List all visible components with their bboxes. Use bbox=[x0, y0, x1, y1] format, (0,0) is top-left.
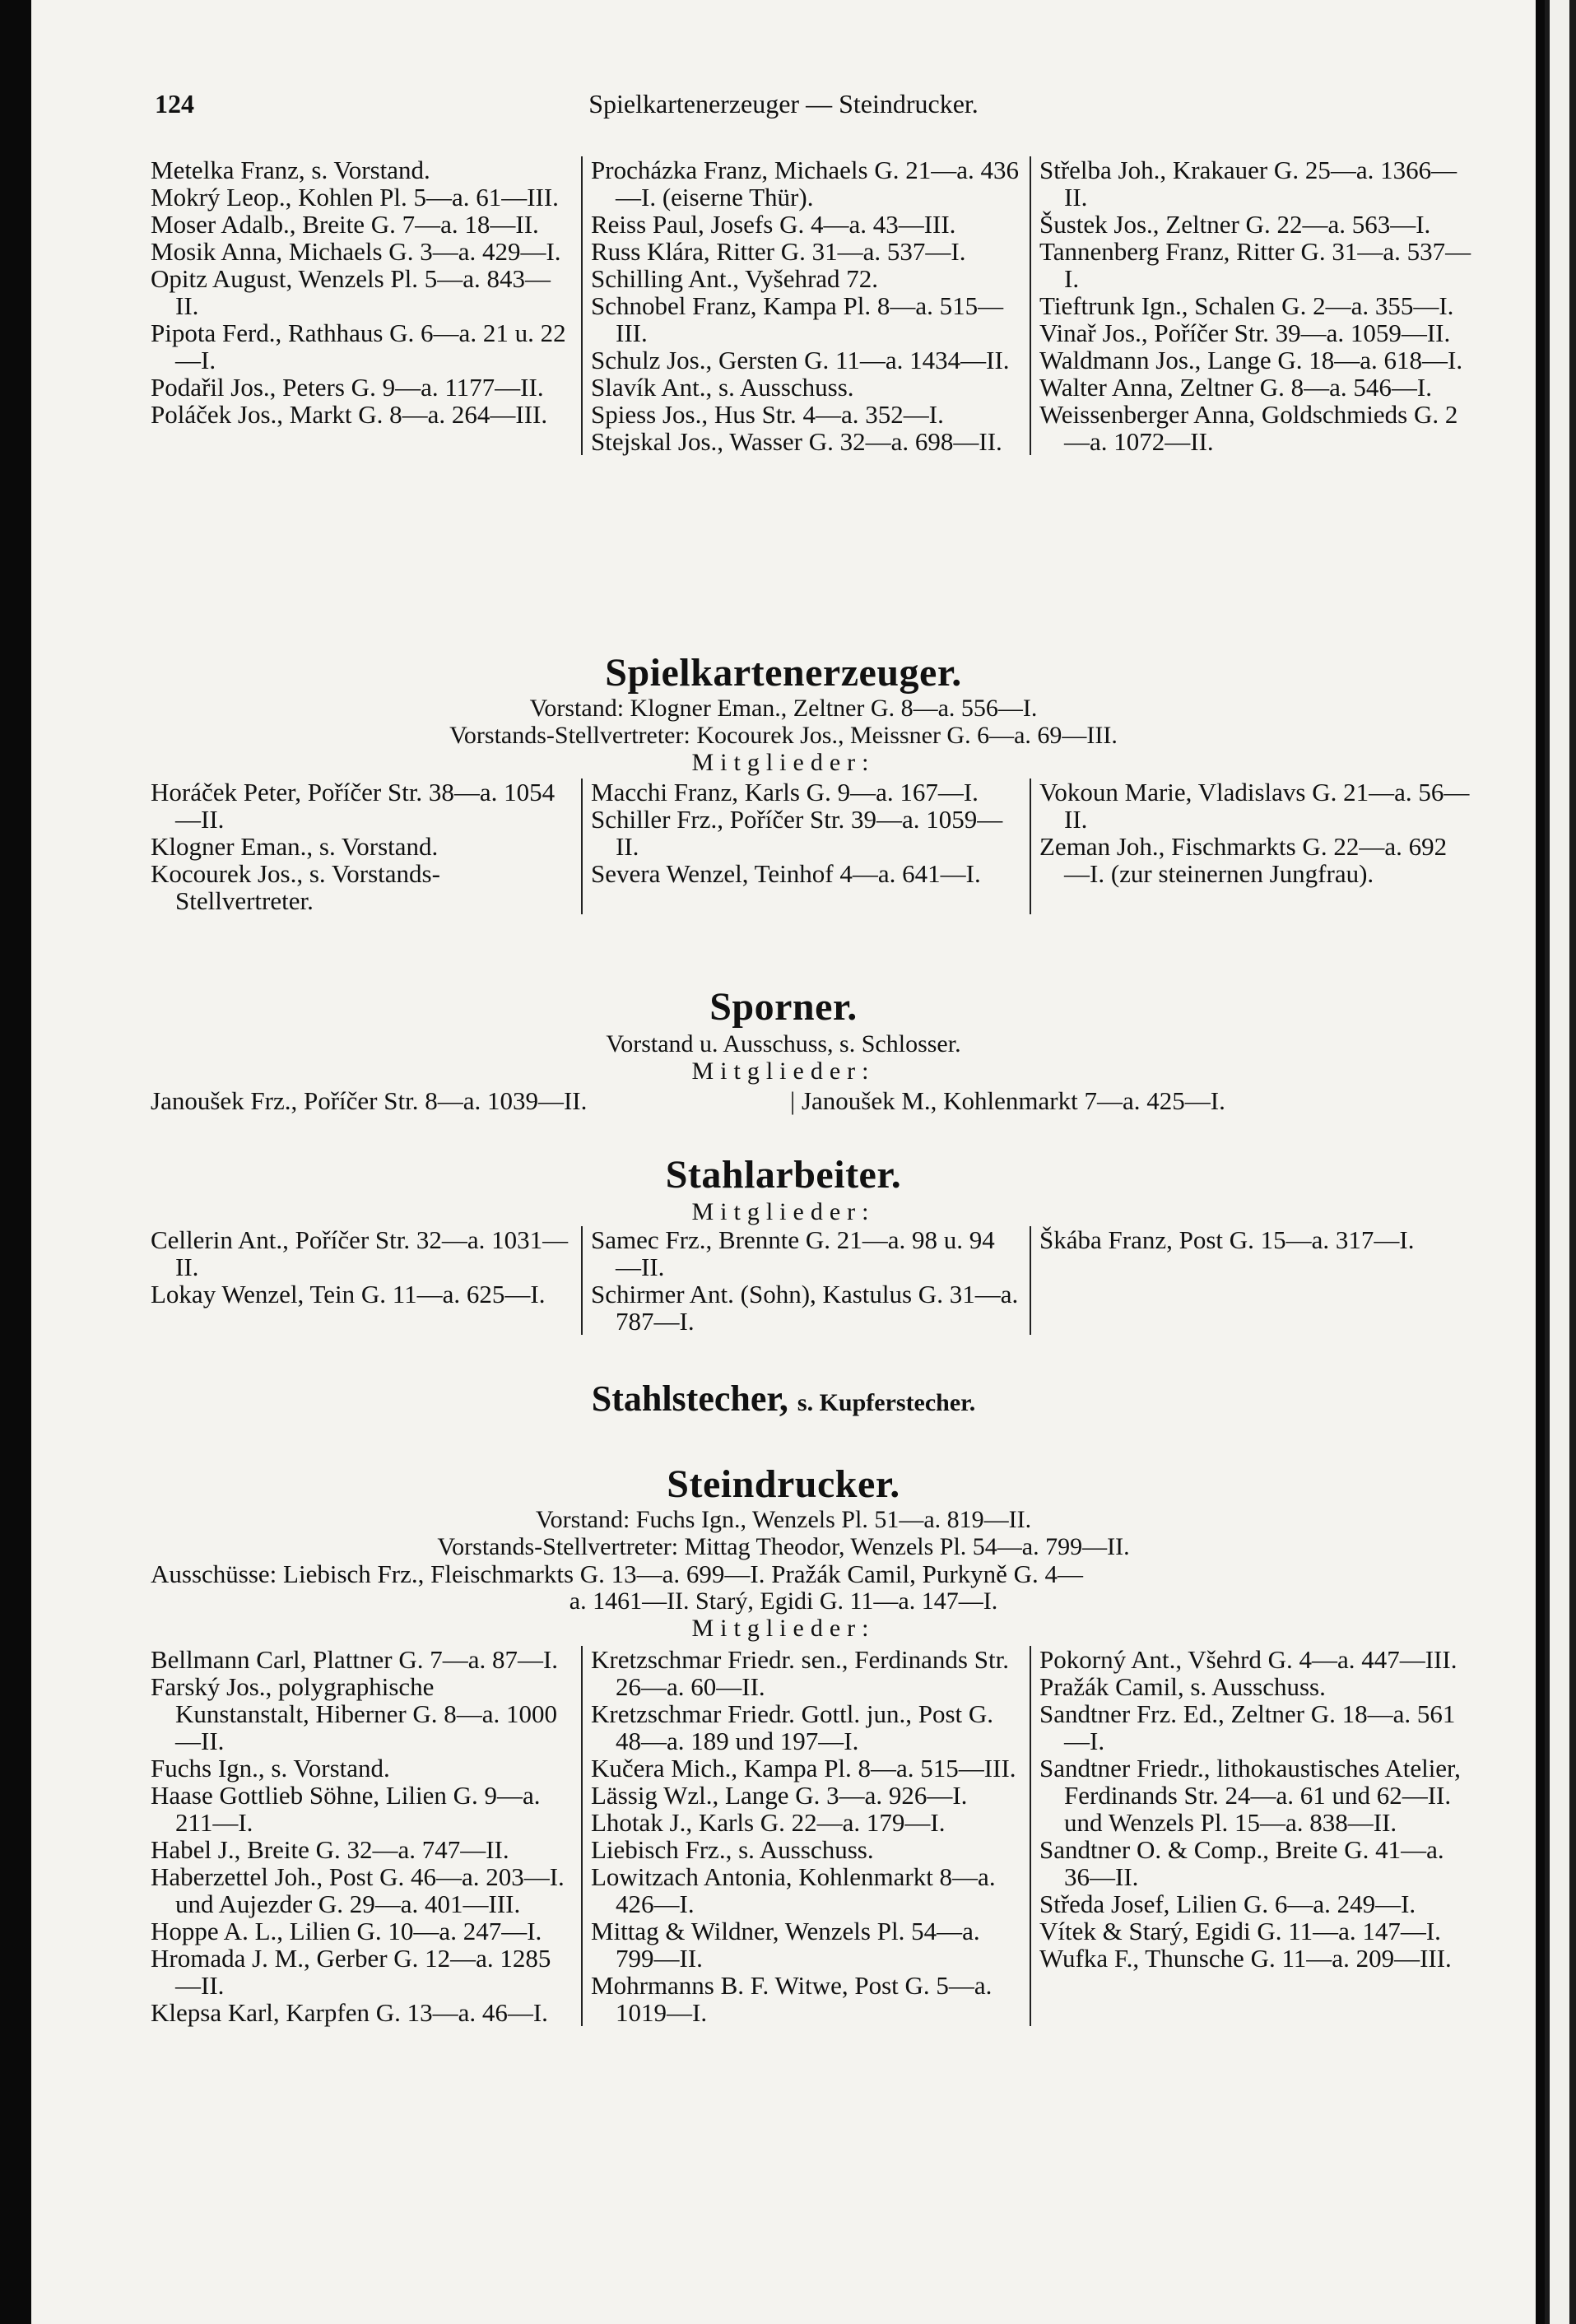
entry: Schirmer Ant. (Sohn), Kastulus G. 31—a. 787—I. bbox=[591, 1280, 1019, 1336]
entry: Lhotak J., Karls G. 22—a. 179—I. bbox=[591, 1808, 946, 1837]
entry: Russ Klára, Ritter G. 31—a. 537—I. bbox=[591, 237, 966, 266]
entry: Sandtner Friedr., lithokaustisches Atelier, Ferdinands Str. 24—a. 61 und 62—II. und Wenzels Pl. 15—a. 838—II. bbox=[1039, 1754, 1461, 1837]
entry: Tieftrunk Ign., Schalen G. 2—a. 355—I. bbox=[1039, 291, 1454, 320]
entry: Zeman Joh., Fischmarkts G. 22—a. 692—I. (zur steinernen Jungfrau). bbox=[1039, 832, 1448, 888]
entry: Habel J., Breite G. 32—a. 747—II. bbox=[151, 1835, 509, 1864]
entry: Střelba Joh., Krakauer G. 25—a. 1366—II. bbox=[1039, 156, 1457, 211]
column-2 bbox=[591, 156, 1031, 455]
sporner-entry-right: | Janoušek M., Kohlenmarkt 7—a. 425—I. bbox=[790, 1086, 1225, 1115]
entry: Hromada J. M., Gerber G. 12—a. 1285—II. bbox=[151, 1944, 551, 2000]
entry: Sandtner Frz. Ed., Zeltner G. 18—a. 561—I. bbox=[1039, 1699, 1456, 1755]
column-2 bbox=[591, 1646, 1031, 2026]
page bbox=[31, 0, 1536, 2324]
column-1 bbox=[151, 1226, 583, 1335]
page-header bbox=[31, 84, 1536, 125]
column-2 bbox=[591, 1226, 1031, 1335]
column-2 bbox=[591, 779, 1031, 914]
entry: Metelka Franz, s. Vorstand. bbox=[151, 156, 430, 184]
section-title-spielkartenerzeuger: Spielkartenerzeuger. bbox=[605, 651, 962, 695]
entry: Macchi Franz, Karls G. 9—a. 167—I. bbox=[591, 778, 979, 806]
entry: Hoppe A. L., Lilien G. 10—a. 247—I. bbox=[151, 1917, 542, 1945]
column-3 bbox=[1039, 156, 1471, 455]
steindrucker-members bbox=[151, 1646, 1471, 2026]
entry: Vítek & Starý, Egidi G. 11—a. 147—I. bbox=[1039, 1917, 1441, 1945]
entry: Procházka Franz, Michaels G. 21—a. 436—I. (eiserne Thür). bbox=[591, 156, 1019, 211]
entry: Vinař Jos., Poříčer Str. 39—a. 1059—II. bbox=[1039, 318, 1451, 347]
column-1 bbox=[151, 779, 583, 914]
members-label: Mitglieder: bbox=[691, 1057, 876, 1085]
entry: Spiess Jos., Hus Str. 4—a. 352—I. bbox=[591, 400, 944, 429]
section-title-sporner: Sporner. bbox=[709, 985, 858, 1029]
stahlarbeiter-members bbox=[151, 1226, 1471, 1335]
entry: Liebisch Frz., s. Ausschuss. bbox=[591, 1835, 874, 1864]
entry: Schilling Ant., Vyšehrad 72. bbox=[591, 264, 879, 293]
column-3 bbox=[1039, 1646, 1471, 2026]
entry: Mohrmanns B. F. Witwe, Post G. 5—a. 1019—I. bbox=[591, 1971, 993, 2027]
entry: Mosik Anna, Michaels G. 3—a. 429—I. bbox=[151, 237, 561, 266]
entry: Lokay Wenzel, Tein G. 11—a. 625—I. bbox=[151, 1280, 546, 1308]
entry: Cellerin Ant., Poříčer Str. 32—a. 1031—II. bbox=[151, 1225, 569, 1281]
entry: Lässig Wzl., Lange G. 3—a. 926—I. bbox=[591, 1781, 968, 1810]
entry: Vokoun Marie, Vladislavs G. 21—a. 56—II. bbox=[1039, 778, 1470, 834]
vorstand-line: Vorstand: Klogner Eman., Zeltner G. 8—a. 556—I. bbox=[529, 695, 1038, 722]
section-title-stahlarbeiter: Stahlarbeiter. bbox=[665, 1153, 902, 1197]
sporner-subtitle: Vorstand u. Ausschuss, s. Schlosser. bbox=[606, 1030, 961, 1057]
entry: Haberzettel Joh., Post G. 46—a. 203—I. und Aujezder G. 29—a. 401—III. bbox=[151, 1862, 565, 1918]
entry: Podařil Jos., Peters G. 9—a. 1177—II. bbox=[151, 373, 544, 402]
entry: Horáček Peter, Poříčer Str. 38—a. 1054—II. bbox=[151, 778, 556, 834]
entry: Haase Gottlieb Söhne, Lilien G. 9—a. 211—I. bbox=[151, 1781, 541, 1837]
entry: Farský Jos., polygraphische Kunstanstalt, Hiberner G. 8—a. 1000—II. bbox=[151, 1672, 558, 1755]
entry: Pražák Camil, s. Ausschuss. bbox=[1039, 1672, 1326, 1701]
entry: Škába Franz, Post G. 15—a. 317—I. bbox=[1039, 1225, 1415, 1254]
entry: Fuchs Ign., s. Vorstand. bbox=[151, 1754, 390, 1783]
ausschuss-line-1: Ausschüsse: Liebisch Frz., Fleischmarkts G. 13—a. 699—I. Pražák Camil, Purkyně G. 4— bbox=[151, 1559, 1084, 1588]
entry: Wufka F., Thunsche G. 11—a. 209—III. bbox=[1039, 1944, 1452, 1973]
stellvertreter-line: Vorstands-Stellvertreter: Mittag Theodor, Wenzels Pl. 54—a. 799—II. bbox=[437, 1533, 1130, 1560]
entry: Severa Wenzel, Teinhof 4—a. 641—I. bbox=[591, 859, 981, 888]
entry: Slavík Ant., s. Ausschuss. bbox=[591, 373, 854, 402]
entry: Samec Frz., Brennte G. 21—a. 98 u. 94—II. bbox=[591, 1225, 995, 1281]
entry: Kretzschmar Friedr. Gottl. jun., Post G. 48—a. 189 und 197—I. bbox=[591, 1699, 994, 1755]
entry: Schulz Jos., Gersten G. 11—a. 1434—II. bbox=[591, 346, 1010, 374]
entry: Kocourek Jos., s. Vorstands-Stellvertreter. bbox=[151, 859, 440, 915]
sporner-entry-left: Janoušek Frz., Poříčer Str. 8—a. 1039—II. bbox=[151, 1086, 588, 1115]
entry: Kučera Mich., Kampa Pl. 8—a. 515—III. bbox=[591, 1754, 1016, 1783]
entry: Weissenberger Anna, Goldschmieds G. 2—a. 1072—II. bbox=[1039, 400, 1458, 456]
section-title-steindrucker: Steindrucker. bbox=[667, 1462, 900, 1506]
continuation-block bbox=[151, 156, 1471, 455]
entry: Tannenberg Franz, Ritter G. 31—a. 537—I. bbox=[1039, 237, 1471, 293]
entry: Stejskal Jos., Wasser G. 32—a. 698—II. bbox=[591, 427, 1002, 456]
members-label: Mitglieder: bbox=[691, 1198, 876, 1225]
column-1 bbox=[151, 156, 583, 455]
entry: Středa Josef, Lilien G. 6—a. 249—I. bbox=[1039, 1889, 1416, 1918]
entry: Schnobel Franz, Kampa Pl. 8—a. 515—III. bbox=[591, 291, 1004, 347]
stahlstecher-ref: s. Kupferstecher. bbox=[797, 1389, 976, 1416]
entry: Opitz August, Wenzels Pl. 5—a. 843—II. bbox=[151, 264, 551, 320]
members-label: Mitglieder: bbox=[691, 749, 876, 776]
ausschuss-line-2: a. 1461—II. Starý, Egidi G. 11—a. 147—I. bbox=[569, 1587, 998, 1615]
scan-edge-strip bbox=[1545, 0, 1576, 2324]
entry: Reiss Paul, Josefs G. 4—a. 43—III. bbox=[591, 210, 956, 239]
entry: Sandtner O. & Comp., Breite G. 41—a. 36—II. bbox=[1039, 1835, 1444, 1891]
section-title-stahlstecher bbox=[31, 1378, 1536, 1420]
stahlstecher-title: Stahlstecher, bbox=[591, 1378, 788, 1419]
entry: Bellmann Carl, Plattner G. 7—a. 87—I. bbox=[151, 1645, 559, 1674]
vorstand-line: Vorstand: Fuchs Ign., Wenzels Pl. 51—a. 819—II. bbox=[535, 1506, 1032, 1533]
entry: Klepsa Karl, Karpfen G. 13—a. 46—I. bbox=[151, 1998, 548, 2027]
entry: Pokorný Ant., Všehrd G. 4—a. 447—III. bbox=[1039, 1645, 1457, 1674]
column-3 bbox=[1039, 779, 1471, 914]
entry: Pipota Ferd., Rathhaus G. 6—a. 21 u. 22—I. bbox=[151, 318, 566, 374]
page-number: 124 bbox=[155, 89, 194, 119]
members-label: Mitglieder: bbox=[691, 1615, 876, 1642]
entry: Schiller Frz., Poříčer Str. 39—a. 1059—II. bbox=[591, 805, 1003, 861]
entry: Mittag & Wildner, Wenzels Pl. 54—a. 799—II. bbox=[591, 1917, 980, 1973]
entry: Walter Anna, Zeltner G. 8—a. 546—I. bbox=[1039, 373, 1433, 402]
entry: Kretzschmar Friedr. sen., Ferdinands Str. 26—a. 60—II. bbox=[591, 1645, 1009, 1701]
column-1 bbox=[151, 1646, 583, 2026]
running-title: Spielkartenerzeuger — Steindrucker. bbox=[588, 89, 979, 119]
entry: Lowitzach Antonia, Kohlenmarkt 8—a. 426—I. bbox=[591, 1862, 996, 1918]
entry: Moser Adalb., Breite G. 7—a. 18—II. bbox=[151, 210, 539, 239]
entry: Šustek Jos., Zeltner G. 22—a. 563—I. bbox=[1039, 210, 1431, 239]
entry: Klogner Eman., s. Vorstand. bbox=[151, 832, 439, 861]
entry: Waldmann Jos., Lange G. 18—a. 618—I. bbox=[1039, 346, 1463, 374]
entry: Mokrý Leop., Kohlen Pl. 5—a. 61—III. bbox=[151, 183, 559, 211]
spielkarten-members bbox=[151, 779, 1471, 914]
stellvertreter-line: Vorstands-Stellvertreter: Kocourek Jos., Meissner G. 6—a. 69—III. bbox=[449, 722, 1118, 749]
column-3 bbox=[1039, 1226, 1471, 1335]
entry: Poláček Jos., Markt G. 8—a. 264—III. bbox=[151, 400, 548, 429]
